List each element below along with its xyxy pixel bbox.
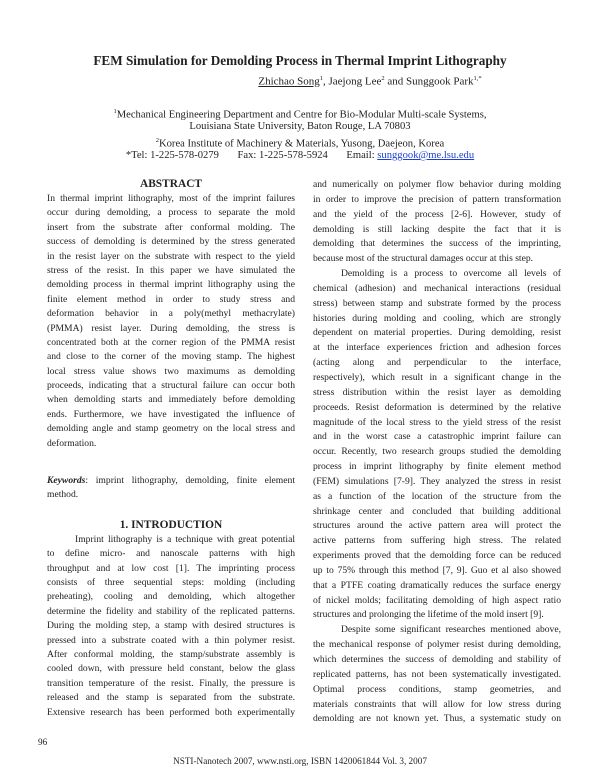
text-line: (FEM) simulations [7-9]. They analyzed the stress in resist [313, 475, 561, 487]
author-name: Zhichao Song [258, 75, 320, 88]
author-affiliation-mark: 2 [381, 75, 385, 82]
text-line: determine the fidelity and stability of the replicated patterns. [47, 605, 295, 617]
affiliation-line: Louisiana State University, Baton Rouge, LA 70803 [189, 121, 411, 132]
text-line: and close to the corner of the moving stamp. The highest [47, 351, 295, 363]
text-line: finite element method in order to study stress and [47, 293, 295, 305]
introduction-body-right [313, 178, 561, 727]
text-line: which determines the success of demolding and stability of [313, 654, 561, 665]
text-line: Optimal process conditions, stamp geometries, and [313, 683, 561, 695]
left-column [47, 177, 295, 720]
text-line: stress) between stamp and substrate formed by the process [313, 297, 561, 309]
text-line: pressed into a substrate coated with a thin polymer resist. [47, 634, 295, 646]
text-line: active patterns from suffering high stress. The related [313, 535, 561, 547]
paragraph [313, 178, 561, 267]
text-line: in order to improve the precision of pattern transformation [313, 193, 561, 205]
text-line: process in imprint lithography by finite element method [313, 461, 561, 473]
text-line: released and the stamp is separated from the substrate. [47, 692, 295, 704]
affiliation-text: Mechanical Engineering Department and Centre for Bio-Modular Multi-scale Systems, [116, 109, 487, 121]
text-line: the mechanical response of polymer resist during demolding, [313, 639, 561, 651]
text-line: local stress value shows two maximums as demolding [47, 365, 295, 377]
affiliation-mark: 1 [113, 108, 117, 115]
text-line: structures and prolonging the lifetime of the mold insert [9]. [313, 609, 544, 621]
text-line: because most of the structural damages occur at this step. [313, 253, 534, 265]
telephone: *Tel: 1-225-578-0279 [125, 150, 219, 161]
text-line: of nickel molds; facilitating demolding of high aspect ratio [313, 594, 561, 606]
affiliation-text: Korea Institute of Machinery & Materials, Yusong, Daejeon, Korea [158, 138, 445, 150]
introduction-heading: 1. INTRODUCTION [119, 518, 223, 531]
author-name: Sunggook Park [406, 75, 474, 88]
text-line: respectively), which result in a significant change in the [313, 371, 561, 383]
text-line: as a function of the location of the structure from the [313, 490, 561, 502]
text-line: deformation behavior in a poly(methyl methacrylate) [47, 308, 295, 320]
text-line: that a PTFE coating dramatically reduces the surface energy [313, 579, 561, 591]
keywords-text: : imprint lithography, demolding, finite element [85, 475, 295, 487]
email-label: Email: [346, 150, 375, 161]
text-line: and numerically on polymer flow behavior during molding [313, 179, 561, 190]
text-line: consists of three sequential steps: molding (including [47, 576, 295, 588]
text-line: dependent on material properties. During demolding, resist [313, 327, 561, 339]
text-line: cooled down, with pressure held constant, below the glass [47, 663, 295, 675]
text-line: During the molding step, a stamp with desired structures is [47, 620, 295, 632]
introduction-body-left [47, 533, 295, 720]
text-line: chemical (adhesion) and mechanical interactions (residual [313, 282, 561, 294]
text-line: In thermal imprint lithography, most of the imprint failures [47, 193, 295, 204]
text-line: to define micro- and nanoscale patterns with high [47, 548, 295, 560]
text-line: demolding process in thermal imprint lithography using the [47, 279, 295, 291]
text-line: demolding are not known yet. Thus, a systematic study on [313, 713, 561, 725]
text-line: when demolding starts and immediately before demolding [47, 394, 295, 406]
text-line: ends. Furthermore, we have investigated the influence of [47, 408, 295, 420]
text-line: proceeds, indicating that a structural failure can occur both [47, 380, 295, 392]
text-line: materials constraints that will allow for low stress during [313, 698, 561, 710]
text-line: preheating), cooling and demolding, which altogether [47, 591, 295, 603]
page-number: 96 [38, 737, 48, 747]
text-line: shrinkage center and concluded that building additional [313, 505, 561, 517]
abstract-body [47, 192, 295, 451]
text-line: experiments proved that the demolding force can be reduced [313, 550, 561, 562]
keywords-line: method. [47, 489, 79, 501]
email-link[interactable]: sunggook@me.lsu.edu [377, 150, 475, 161]
text-line: histories during molding and cooling, which are strongly [313, 312, 561, 324]
author-separator: , [323, 75, 329, 88]
text-line: stress of the resist. In this paper we have simulated the [47, 264, 295, 276]
contact-line [0, 149, 600, 164]
author-list [210, 75, 530, 88]
text-line: demolding angle and stamp geometry on the local stress and [47, 423, 295, 435]
author-name: Jaejong Lee [328, 75, 382, 88]
text-line: and in the worst case a catastrophic imprint failure can [313, 431, 561, 443]
text-line: Extensive research has been performed both experimentally [47, 706, 295, 718]
text-line: insert from the substrate after conformal molding. The [47, 221, 295, 233]
text-line: replicated patterns, has not been systematically investigated. [313, 668, 561, 680]
footer-citation: NSTI-Nanotech 2007, www.nsti.org, ISBN 1420061844 Vol. 3, 2007 [173, 756, 427, 766]
abstract-heading: ABSTRACT [139, 178, 203, 190]
paper-title: FEM Simulation for Demolding Process in Thermal Imprint Lithography [93, 53, 507, 68]
author-affiliation-mark: 1 [319, 75, 324, 82]
text-line: concentrated both at the corner region of the PMMA resist [47, 336, 295, 348]
author-separator: and [384, 75, 406, 88]
text-line: proceeds. Resist deformation is determined by the relative [313, 401, 561, 413]
text-line: in the resist layer on the substrate with respect to the yield [47, 250, 295, 262]
text-line: Imprint lithography is a technique with great potential [75, 533, 295, 545]
text-line: demolding is still lacking despite the fact that it is [313, 223, 561, 235]
text-line: (PMMA) resist layer. During demolding, the stress is [47, 322, 295, 334]
text-line: Despite some significant researches mentioned above, [341, 624, 561, 636]
text-line: and the yield of the process [2-6]. However, study of [313, 208, 561, 220]
text-line: structures around the active pattern area will protect the [313, 520, 561, 532]
keywords-label: Keywords [47, 475, 86, 487]
right-column [313, 178, 561, 727]
text-line: magnitude of the local stress to the yield stress of the resist [313, 416, 561, 428]
text-line: Demolding is a process to overcome all levels of [341, 268, 561, 280]
affiliation-mark: 2 [155, 137, 159, 144]
text-line: deformation. [47, 437, 97, 449]
text-line: After conformal molding, the stamp/substrate assembly is [47, 648, 295, 660]
text-line: stress distribution within the resist layer as demolding [313, 386, 561, 398]
text-line: (acting along and perpendicular to the interface, [313, 357, 561, 369]
text-line: demolding that determines the success of the imprinting, [313, 238, 561, 250]
paragraph [313, 267, 561, 623]
text-line: occur during demolding, a process to separate the mold [47, 207, 295, 219]
keywords-line [47, 474, 295, 488]
text-line: throughput and at low cost [1]. The imprinting process [47, 562, 295, 574]
text-line: success of demolding is determined by the stress generated [47, 236, 295, 248]
paragraph [313, 623, 561, 727]
text-line: up to 75% through this method [7, 9]. Guo et al also showed [313, 564, 561, 576]
text-line: occur. Recently, two research groups studied the demolding [313, 446, 561, 458]
fax: Fax: 1-225-578-5924 [237, 150, 328, 161]
author-affiliation-mark: 1,* [473, 75, 482, 82]
text-line: at the interface experiences friction and adhesion forces [313, 342, 561, 354]
text-line: transition temperature of the resist. Finally, the pressure is [47, 677, 295, 689]
